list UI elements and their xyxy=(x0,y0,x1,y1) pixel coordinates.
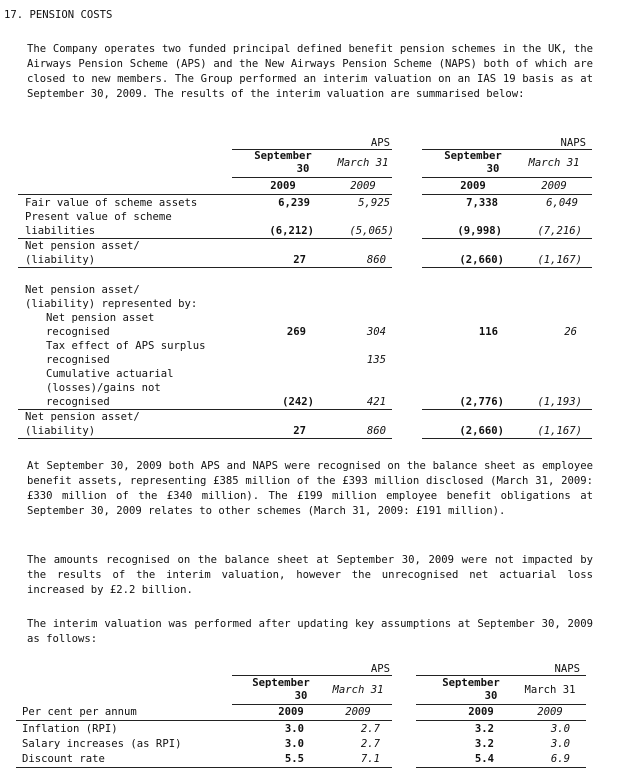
row-label: Tax effect of APS surplus xyxy=(46,340,206,352)
aps-current-header: September 30 xyxy=(254,150,312,175)
value-cell: (1,193) xyxy=(537,396,582,408)
aps-prior-year: 2009 xyxy=(350,180,376,192)
naps-prior-year: 2009 xyxy=(541,180,567,192)
naps-prior-header: March 31 xyxy=(528,157,580,169)
row-label: recognised xyxy=(46,354,110,366)
balance-sheet-paragraph: At September 30, 2009 both APS and NAPS were recognised on the balance sheet as employee benefit assets, representing £385 million of the £393 million disclosed (March 31, 2009: £330 million of the £340 million). The £199 million employee benefit obligations at September 30, 2009 relates to other schemes (March 31, 2009: £191 million). xyxy=(27,460,593,517)
value-cell: (5,065) xyxy=(349,225,394,237)
intro-paragraph: The Company operates two funded principal defined benefit pension schemes in the UK, the Airways Pension Scheme (APS) and the New Airways Pension Scheme (NAPS) both of which are closed to new members. The Group performed an interim valuation on an IAS 19 basis as at September 30, 2009. The results of the interim valuation are summarised below: xyxy=(27,43,593,100)
value-cell: 135 xyxy=(366,354,386,366)
value-cell: 3.2 xyxy=(474,723,494,735)
naps-prior-year: 2009 xyxy=(537,706,563,718)
row-label: (liability) xyxy=(25,254,96,266)
value-cell: (2,660) xyxy=(459,425,504,437)
row-label: Salary increases (as RPI) xyxy=(22,738,182,750)
section-heading: 17. PENSION COSTS xyxy=(4,9,113,21)
value-cell: 27 xyxy=(293,425,306,437)
assumptions-paragraph: The interim valuation was performed after updating key assumptions at September 30, 2009 as follows: xyxy=(27,618,593,645)
value-cell: (6,212) xyxy=(269,225,314,237)
value-cell: 2.7 xyxy=(360,723,380,735)
value-cell: 3.0 xyxy=(284,723,304,735)
row-label: (losses)/gains not xyxy=(46,382,161,394)
value-cell: 3.0 xyxy=(550,738,570,750)
row-label: Cumulative actuarial xyxy=(46,368,174,380)
unit-label: Per cent per annum xyxy=(22,706,137,718)
value-cell: 116 xyxy=(478,326,498,338)
row-label: liabilities xyxy=(25,225,96,237)
value-cell: (2,776) xyxy=(459,396,504,408)
value-cell: 2.7 xyxy=(360,738,380,750)
value-cell: 5,925 xyxy=(358,197,390,209)
naps-current-header: September 30 xyxy=(444,150,502,175)
naps-current-year: 2009 xyxy=(468,706,494,718)
aps-current-year: 2009 xyxy=(270,180,296,192)
value-cell: 3.0 xyxy=(550,723,570,735)
naps-current-year: 2009 xyxy=(460,180,486,192)
value-cell: 269 xyxy=(286,326,306,338)
value-cell: 7,338 xyxy=(466,197,498,209)
value-cell: 3.2 xyxy=(474,738,494,750)
row-label: Net pension asset/ xyxy=(25,240,140,252)
row-label: Fair value of scheme assets xyxy=(25,197,198,209)
aps-prior-header: March 31 xyxy=(337,157,389,169)
row-label: (liability) represented by: xyxy=(25,298,198,310)
value-cell: (1,167) xyxy=(537,254,582,266)
value-cell: 860 xyxy=(366,254,386,266)
aps-prior-year: 2009 xyxy=(345,706,371,718)
value-cell: (1,167) xyxy=(537,425,582,437)
value-cell: 6,049 xyxy=(546,197,578,209)
value-cell: 26 xyxy=(564,326,577,338)
value-cell: 6,239 xyxy=(278,197,310,209)
value-cell: 3.0 xyxy=(284,738,304,750)
aps-current-year: 2009 xyxy=(278,706,304,718)
row-label: recognised xyxy=(46,326,110,338)
row-label: Net pension asset xyxy=(46,312,155,324)
row-label: Inflation (RPI) xyxy=(22,723,118,735)
value-cell: (242) xyxy=(282,396,314,408)
naps-group-header: NAPS xyxy=(554,663,580,675)
value-cell: (9,998) xyxy=(457,225,502,237)
aps-group-header: APS xyxy=(370,137,390,149)
value-cell: (7,216) xyxy=(537,225,582,237)
value-cell: 421 xyxy=(366,396,386,408)
value-cell: 860 xyxy=(366,425,386,437)
value-cell: (2,660) xyxy=(459,254,504,266)
naps-current-header: September 30 xyxy=(442,677,500,702)
naps-group-header: NAPS xyxy=(560,137,586,149)
naps-prior-header: March 31 xyxy=(524,684,576,696)
aps-current-header: September 30 xyxy=(252,677,310,702)
row-label: Net pension asset/ xyxy=(25,284,140,296)
row-label: Present value of scheme xyxy=(25,211,172,223)
value-cell: 6.9 xyxy=(550,753,570,765)
aps-prior-header: March 31 xyxy=(332,684,384,696)
row-label: Discount rate xyxy=(22,753,105,765)
value-cell: 7.1 xyxy=(360,753,380,765)
value-cell: 5.5 xyxy=(284,753,304,765)
value-cell: 27 xyxy=(293,254,306,266)
valuation-impact-paragraph: The amounts recognised on the balance sheet at September 30, 2009 were not impacted by the results of the interim valuation, however the unrecognised net actuarial loss increased by £2.2 billion. xyxy=(27,554,593,596)
value-cell: 304 xyxy=(366,326,386,338)
aps-group-header: APS xyxy=(370,663,390,675)
row-label: Net pension asset/ xyxy=(25,411,140,423)
row-label: (liability) xyxy=(25,425,96,437)
value-cell: 5.4 xyxy=(474,753,494,765)
row-label: recognised xyxy=(46,396,110,408)
